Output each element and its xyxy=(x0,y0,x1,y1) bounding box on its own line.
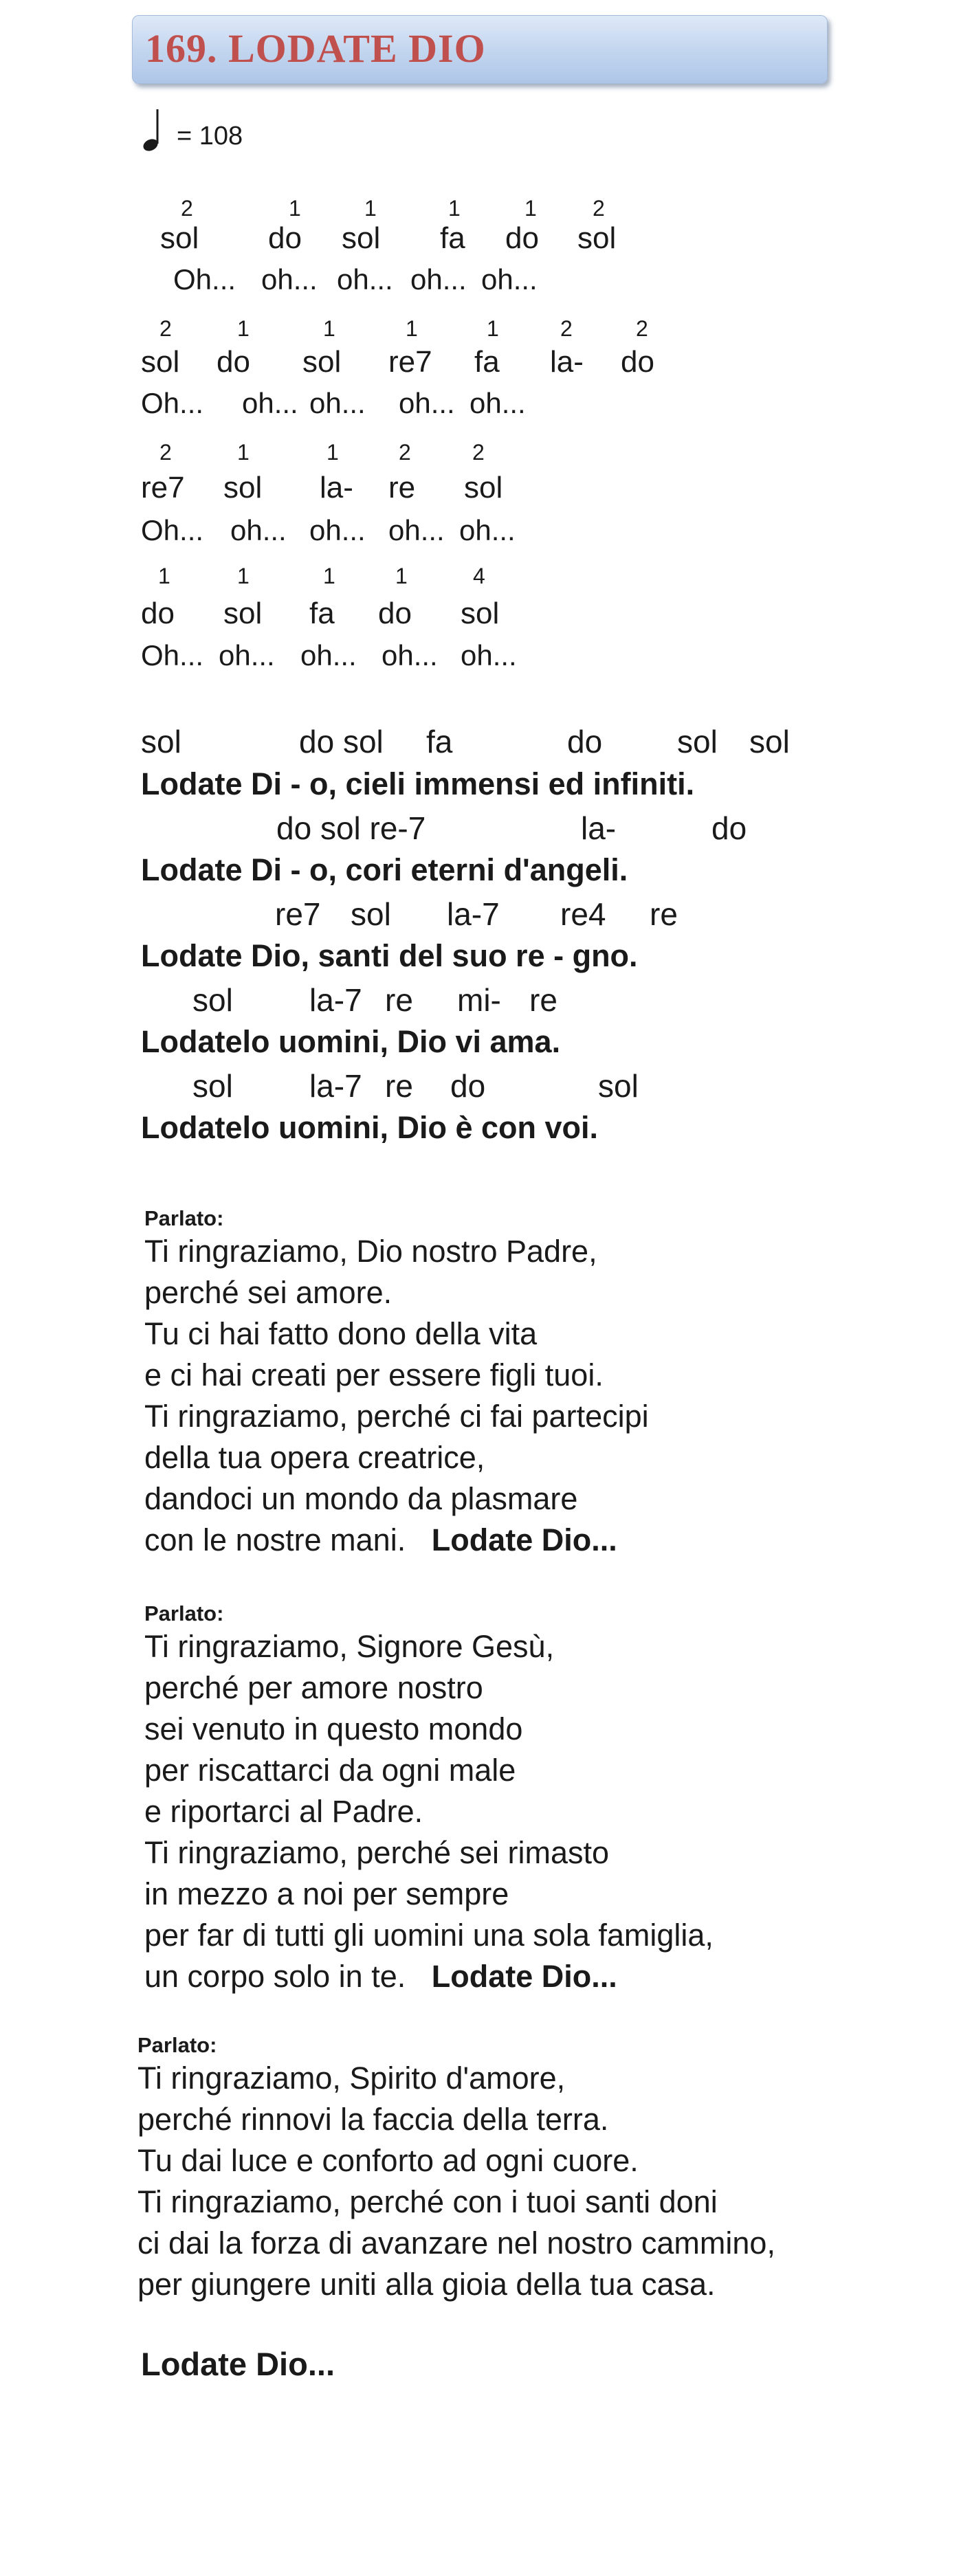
tempo-marking xyxy=(141,107,278,155)
syllable: oh... xyxy=(461,639,517,671)
intro-syllable-row xyxy=(0,514,961,555)
chord: do xyxy=(711,810,747,846)
parlato-line-text: un corpo solo in te. xyxy=(144,1959,406,1994)
refrain-chord-row xyxy=(0,896,961,937)
chord: fa xyxy=(426,724,453,759)
intro-syllable-row xyxy=(0,263,961,304)
chord: sol xyxy=(577,221,617,255)
syllable: oh... xyxy=(230,514,287,546)
title-banner xyxy=(132,15,828,84)
parlato-line: Ti ringraziamo, perché con i tuoi santi doni xyxy=(137,2184,718,2219)
syllable: Oh... xyxy=(173,263,236,296)
chord: la-7 xyxy=(447,896,500,932)
parlato-label: Parlato: xyxy=(144,1601,224,1625)
parlato-line: dandoci un mondo da plasmare xyxy=(144,1481,578,1516)
intro-chord-row xyxy=(0,221,961,263)
parlato-line: Ti ringraziamo, Spirito d'amore, xyxy=(137,2061,566,2096)
refrain-lyric: Lodatelo uomini, Dio vi ama. xyxy=(141,1024,561,1059)
tempo-value: = 108 xyxy=(177,122,243,151)
fingering: 1 xyxy=(364,196,377,221)
refrain-lyric: Lodatelo uomini, Dio è con voi. xyxy=(141,1110,599,1145)
parlato-line: perché per amore nostro xyxy=(144,1670,483,1705)
chord: do xyxy=(621,345,654,379)
chord: do xyxy=(450,1068,486,1104)
quarter-note-icon xyxy=(141,107,175,155)
syllable: Oh... xyxy=(141,514,204,546)
refrain-cue: Lodate Dio... xyxy=(431,1959,617,1994)
intro-chord-row xyxy=(0,471,961,512)
parlato-line: sei venuto in questo mondo xyxy=(144,1711,523,1746)
parlato-label: Parlato: xyxy=(144,1206,224,1230)
chord: re xyxy=(385,1068,413,1104)
chord: do xyxy=(505,221,539,255)
fingering: 2 xyxy=(159,440,172,465)
fingering: 1 xyxy=(395,564,408,588)
syllable: oh... xyxy=(410,263,467,296)
syllable: oh... xyxy=(481,263,538,296)
parlato-line-text: con le nostre mani. xyxy=(144,1522,406,1557)
syllable: oh... xyxy=(399,387,455,419)
page-title: 169. LODATE DIO xyxy=(145,26,486,71)
parlato-line: e riportarci al Padre. xyxy=(144,1794,423,1829)
fingering: 2 xyxy=(159,316,172,341)
refrain-chord-row xyxy=(0,810,961,851)
chord: sol xyxy=(598,1068,639,1104)
chord: do xyxy=(141,597,175,630)
syllable: oh... xyxy=(382,639,438,671)
fingering: 1 xyxy=(448,196,461,221)
chord: sol xyxy=(223,597,263,630)
fingering: 1 xyxy=(237,564,250,588)
parlato-line: e ci hai creati per essere figli tuoi. xyxy=(144,1357,604,1392)
syllable: Oh... xyxy=(141,387,204,419)
chord: re xyxy=(385,982,413,1018)
parlato-line: in mezzo a noi per sempre xyxy=(144,1876,509,1911)
chord: re xyxy=(388,471,416,504)
fingering: 2 xyxy=(399,440,411,465)
parlato-line: per riscattarci da ogni male xyxy=(144,1753,516,1788)
fingering: 2 xyxy=(181,196,193,221)
parlato-line: perché sei amore. xyxy=(144,1275,393,1310)
chord: sol xyxy=(464,471,503,504)
chord: fa xyxy=(474,345,500,379)
syllable: oh... xyxy=(309,387,366,419)
refrain-chord-row xyxy=(0,1067,961,1109)
chord: re7 xyxy=(388,345,432,379)
chord: do xyxy=(378,597,412,630)
intro-syllable-row xyxy=(0,639,961,680)
chord: sol xyxy=(677,724,718,759)
chord: re xyxy=(650,896,678,932)
chord: re4 xyxy=(560,896,606,932)
fingering: 1 xyxy=(487,316,499,341)
parlato-line: Tu ci hai fatto dono della vita xyxy=(144,1316,538,1351)
chord: do xyxy=(268,221,302,255)
chord: re7 xyxy=(275,896,321,932)
chord: la- xyxy=(581,810,617,846)
syllable: oh... xyxy=(242,387,298,419)
parlato-line: per far di tutti gli uomini una sola famiglia, xyxy=(144,1918,714,1953)
chord: sol xyxy=(141,345,180,379)
chord: do sol xyxy=(299,724,384,759)
syllable: oh... xyxy=(261,263,318,296)
parlato-line: Ti ringraziamo, Dio nostro Padre, xyxy=(144,1234,597,1269)
fingering: 1 xyxy=(327,440,339,465)
fingering: 1 xyxy=(237,316,250,341)
refrain-chord-row xyxy=(0,981,961,1023)
refrain-lyric: Lodate Di - o, cori eterni d'angeli. xyxy=(141,852,628,887)
chord: sol xyxy=(141,724,181,759)
fingering: 1 xyxy=(323,564,335,588)
syllable: oh... xyxy=(459,514,516,546)
syllable: oh... xyxy=(470,387,526,419)
chord: re xyxy=(529,982,557,1018)
final-refrain-cue: Lodate Dio... xyxy=(141,2346,335,2382)
refrain-lyric: Lodate Di - o, cieli immensi ed infiniti. xyxy=(141,766,695,801)
intro-syllable-row xyxy=(0,387,961,428)
chord: do sol re-7 xyxy=(276,810,426,846)
parlato-line xyxy=(144,1522,617,1558)
parlato-line: Ti ringraziamo, perché sei rimasto xyxy=(144,1835,610,1870)
parlato-line: della tua opera creatrice, xyxy=(144,1440,485,1475)
chord: fa xyxy=(309,597,335,630)
chord: sol xyxy=(749,724,790,759)
chord: sol xyxy=(342,221,381,255)
chord: sol xyxy=(351,896,391,932)
chord: mi- xyxy=(457,982,501,1018)
chord: fa xyxy=(440,221,465,255)
fingering: 1 xyxy=(289,196,301,221)
intro-chord-row xyxy=(0,597,961,638)
syllable: Oh... xyxy=(141,639,204,671)
parlato-line: ci dai la forza di avanzare nel nostro cammino, xyxy=(137,2225,775,2261)
chord: la-7 xyxy=(309,982,362,1018)
parlato-line: per giungere uniti alla gioia della tua casa. xyxy=(137,2267,716,2302)
intro-chord-row xyxy=(0,345,961,386)
chord: sol xyxy=(192,1068,233,1104)
fingering: 2 xyxy=(472,440,485,465)
chord: la-7 xyxy=(309,1068,362,1104)
chord: re7 xyxy=(141,471,185,504)
fingering: 1 xyxy=(323,316,335,341)
syllable: oh... xyxy=(388,514,445,546)
syllable: oh... xyxy=(337,263,393,296)
fingering: 2 xyxy=(593,196,605,221)
fingering: 1 xyxy=(237,440,250,465)
chord: sol xyxy=(223,471,263,504)
parlato-line: Ti ringraziamo, Signore Gesù, xyxy=(144,1629,555,1664)
fingering: 4 xyxy=(473,564,485,588)
chord: sol xyxy=(302,345,342,379)
chord: do xyxy=(567,724,603,759)
refrain-lyric: Lodate Dio, santi del suo re - gno. xyxy=(141,938,638,973)
chord: la- xyxy=(320,471,353,504)
fingering: 2 xyxy=(636,316,648,341)
chord: la- xyxy=(550,345,584,379)
chord: sol xyxy=(461,597,500,630)
syllable: oh... xyxy=(309,514,366,546)
chord: do xyxy=(217,345,250,379)
parlato-line: perché rinnovi la faccia della terra. xyxy=(137,2102,609,2137)
fingering: 1 xyxy=(524,196,537,221)
fingering: 2 xyxy=(560,316,573,341)
syllable: oh... xyxy=(300,639,357,671)
chord: sol xyxy=(192,982,233,1018)
parlato-label: Parlato: xyxy=(137,2033,217,2057)
fingering: 1 xyxy=(158,564,170,588)
fingering: 1 xyxy=(406,316,418,341)
syllable: oh... xyxy=(219,639,275,671)
chord: sol xyxy=(160,221,199,255)
refrain-chord-row xyxy=(0,723,961,764)
parlato-line xyxy=(144,1959,617,1995)
refrain-cue: Lodate Dio... xyxy=(431,1522,617,1557)
parlato-line: Ti ringraziamo, perché ci fai partecipi xyxy=(144,1399,649,1434)
parlato-line: Tu dai luce e conforto ad ogni cuore. xyxy=(137,2143,639,2178)
